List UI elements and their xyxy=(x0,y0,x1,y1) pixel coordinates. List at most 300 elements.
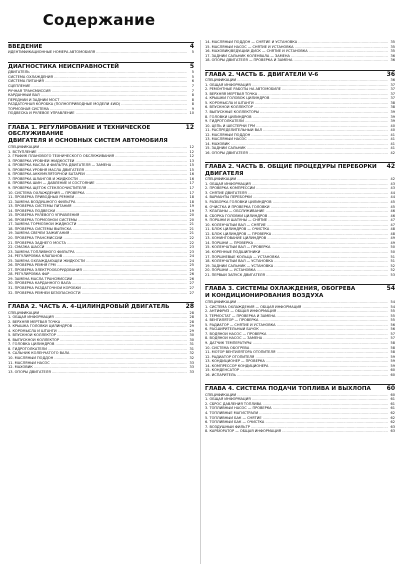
toc-entry-title: 15. ЗАДНИЙ САЛЬНИК ..... xyxy=(205,146,388,151)
chapter-heading[interactable] xyxy=(8,125,194,138)
toc-entry-title: 8. ГОЛОВКИ ЦИЛИНДРОВ ..... xyxy=(205,115,388,120)
chapter-title-line2: И КОНДИЦИОНИРОВАНИЯ ВОЗДУХА xyxy=(205,292,324,299)
toc-entry-title: 18. КОЛЕНЧАТЫЙ ВАЛ — УСТАНОВКА ..... xyxy=(205,259,388,264)
toc-entry-page: 33 xyxy=(189,365,194,370)
toc-entry-page: 21 xyxy=(189,231,194,236)
toc-entry-page: 63 xyxy=(390,424,395,429)
toc-entry-page: 27 xyxy=(189,286,194,290)
toc-entry-page: 37 xyxy=(390,82,395,87)
toc-entry-page: 42 xyxy=(390,177,395,182)
chapter-page-number: 4 xyxy=(189,43,194,50)
toc-section xyxy=(8,302,194,377)
toc-entry-page: 39 xyxy=(390,119,395,124)
toc-entry-page: 18 xyxy=(189,195,194,200)
toc-entry-page: 38 xyxy=(390,105,395,110)
chapter-title: ГЛАВА 1. РЕГУЛИРОВАНИЕ И ТЕХНИЧЕСКОЕ ОБСЛУЖИВАНИЕ xyxy=(8,124,151,138)
toc-entry-page: 33 xyxy=(189,369,194,374)
toc-entry-title: 13. ОПОРЫ ДВИГАТЕЛЯ ..... xyxy=(8,370,187,375)
chapter-title: ГЛАВА 4. СИСТЕМА ПОДАЧИ ТОПЛИВА И ВЫХЛОПА xyxy=(205,386,371,393)
section-gap xyxy=(205,155,395,158)
toc-entry-title: 13. ХОНИНГОВАНИЕ ЦИЛИНДРОВ ..... xyxy=(205,236,388,241)
toc-entry-page: 26 xyxy=(189,276,194,281)
toc-entry-page: 60 xyxy=(390,368,395,373)
toc-entry-title: 9. САЛЬНИК КОЛЕНЧАТОГО ВАЛА ..... xyxy=(8,351,187,356)
toc-entry-title: СЦЕПЛЕНИЕ ..... xyxy=(8,84,187,89)
toc-entry-title: 8. КАРБЮРАТОР — ОБЩАЯ ИНФОРМАЦИЯ ..... xyxy=(205,429,388,434)
toc-entry-title: 21. ПЕРВЫЙ ЗАПУСК ДВИГАТЕЛЯ ..... xyxy=(205,273,388,278)
toc-entry-page: 37 xyxy=(390,96,395,101)
toc-section xyxy=(205,162,395,280)
toc-entry-title: ПОДВЕСКА И РУЛЕВОЕ УПРАВЛЕНИЕ ..... xyxy=(8,111,187,116)
toc-entry-title: 14. ПОРШНИ — ПРОВЕРКА ..... xyxy=(205,241,388,246)
toc-entry-page: 29 xyxy=(189,324,194,329)
chapter-page-number: 28 xyxy=(185,303,194,311)
toc-entry-title: 15. ПРОВЕРКА РУЛЕВОГО УПРАВЛЕНИЯ ..... xyxy=(8,213,187,218)
toc-entry-title: 6. РАСШИРИТЕЛЬНЫЙ БАЧОК ..... xyxy=(205,327,388,332)
toc-entry-page: 50 xyxy=(390,250,395,254)
toc-entry-title: 27. ПРОВЕРКА ЭЛЕКТРООБОРУДОВАНИЯ ..... xyxy=(8,268,187,273)
toc-entry-title: СИСТЕМА ОХЛАЖДЕНИЯ ..... xyxy=(8,75,187,80)
toc-entry-page: 53 xyxy=(390,272,395,277)
toc-entry-page: 43 xyxy=(390,186,395,191)
toc-entry[interactable] xyxy=(8,111,194,116)
toc-entry-title: 11. ПРОВЕРКА ПРИВОДНЫХ РЕМНЕЙ ..... xyxy=(8,195,187,200)
toc-entry-page: 37 xyxy=(390,87,395,92)
toc-entry-title: 4. КОРОМЫСЛА И ШТАНГИ ..... xyxy=(8,329,187,334)
toc-entry-title: 8. ВОДЯНОЙ НАСОС — ЗАМЕНА ..... xyxy=(205,336,388,341)
chapter-page-number: 5 xyxy=(189,62,194,70)
toc-entry-page: 42 xyxy=(390,150,395,155)
toc-entry-page: 36 xyxy=(390,58,395,63)
toc-entry-page: 55 xyxy=(390,309,395,314)
toc-entry-page: 13 xyxy=(189,158,194,163)
toc-entry-title: 15. КОНДЕНСАТОР ..... xyxy=(205,368,388,373)
toc-entry-page: 49 xyxy=(390,236,395,241)
toc-entry-page: 40 xyxy=(390,123,395,128)
section-gap xyxy=(205,377,395,380)
section-gap xyxy=(8,374,194,377)
toc-entry-page: 59 xyxy=(390,354,395,359)
toc-entry-title: 21. ПРОВЕРКА ЗАДНЕГО МОСТА ..... xyxy=(8,241,187,246)
toc-entry-page: 30 xyxy=(189,333,194,338)
toc-entry-title: 4. ТОПЛИВНЫЕ МАГИСТРАЛИ ..... xyxy=(205,411,388,416)
toc-entry-title: 11. БЛОК ЦИЛИНДРОВ — ОЧИСТКА ..... xyxy=(205,227,388,232)
toc-entry-title: 1. СИСТЕМА ОХЛАЖДЕНИЯ — ОБЩАЯ ИНФОРМАЦИЯ ..... xyxy=(205,305,388,310)
toc-entry-page: 37 xyxy=(390,91,395,96)
toc-entry-title: 23. ЗАМЕНА ТОПЛИВНОГО ФИЛЬТРА ..... xyxy=(8,250,187,255)
toc-entry-page: 15 xyxy=(189,167,194,172)
toc-entry-page: 35 xyxy=(390,49,395,54)
toc-entry-page: 16 xyxy=(189,176,194,181)
toc-entry-title: 2. ГРАФИК ПЛАНОВОГО ТЕХНИЧЕСКОГО ОБСЛУЖИВАНИЯ ..... xyxy=(8,154,187,159)
section-gap xyxy=(8,55,194,58)
toc-entry-page: 44 xyxy=(390,190,395,195)
section-gap xyxy=(205,434,395,437)
toc-entry-page: 12 xyxy=(189,154,194,159)
toc-entry-title: 20. ПРОВЕРКА ТРАНСМИССИИ ..... xyxy=(8,236,187,241)
toc-entry-title: 2. РЕМОНТНЫЕ РАБОТЫ НА АВТОМОБИЛЕ ..... xyxy=(205,87,388,92)
toc-entry[interactable] xyxy=(205,273,395,278)
toc-entry-page: 32 xyxy=(189,351,194,356)
section-gap xyxy=(205,277,395,280)
toc-entry-page: 23 xyxy=(189,249,194,254)
toc-entry-title: 11. МОТОР ВЕНТИЛЯТОРА ОТОПИТЕЛЯ ..... xyxy=(205,350,388,355)
toc-entry-page: 48 xyxy=(390,227,395,232)
toc-entry-page: 45 xyxy=(390,204,395,209)
toc-entry-title: 6. ПРОВЕРКА АККУМУЛЯТОРНОЙ БАТАРЕИ ..... xyxy=(8,172,187,177)
toc-entry-page: 36 xyxy=(390,53,395,58)
toc-entry-title: 6. ТОПЛИВНЫЙ БАК — ОЧИСТКА ..... xyxy=(205,420,388,425)
toc-entry-title: 2. ВЕРХНЯЯ МЕРТВАЯ ТОЧКА ..... xyxy=(8,320,187,325)
column-divider xyxy=(200,40,201,564)
toc-entry-title: 9. ПРОВЕРКА ЩЕТОК СТЕКЛООЧИСТИТЕЛЯ ..... xyxy=(8,186,187,191)
toc-section xyxy=(205,40,395,66)
toc-entry-title: 10. КОЛЕНЧАТЫЙ ВАЛ — СНЯТИЕ ..... xyxy=(205,223,388,228)
toc-entry-title: 28. РЕГУЛИРОВКА ФАР ..... xyxy=(8,272,187,277)
toc-entry-page: 55 xyxy=(390,318,395,323)
chapter-heading[interactable] xyxy=(205,286,395,292)
toc-entry-title: 18. ОПОРЫ ДВИГАТЕЛЯ — ПРОВЕРКА И ЗАМЕНА ..... xyxy=(205,58,388,63)
toc-entry-page: 57 xyxy=(390,331,395,336)
toc-entry-page: 32 xyxy=(189,355,194,360)
toc-entry-page: 21 xyxy=(189,226,194,231)
toc-entry-title: 24. РЕГУЛИРОВКА КЛАПАНОВ ..... xyxy=(8,254,187,259)
toc-entry-page: 10 xyxy=(189,111,194,116)
toc-section xyxy=(8,62,194,119)
toc-entry-page: 47 xyxy=(390,218,395,223)
toc-entry-title: 15. МАСЛЯНЫЙ НАСОС — СНЯТИЕ И УСТАНОВКА ..... xyxy=(205,45,388,50)
toc-entry-title: 29. ЗАМЕНА МАСЛА ТРАНСМИССИИ ..... xyxy=(8,277,187,282)
toc-entry-page: 19 xyxy=(189,204,194,209)
toc-entry-title: СПЕЦИФИКАЦИИ ..... xyxy=(8,145,187,150)
toc-entry-title: 12. МАСЛЯНЫЙ ПОДДОН ..... xyxy=(205,133,388,138)
toc-entry-title: 2. СБРОС ДАВЛЕНИЯ ТОПЛИВА ..... xyxy=(205,402,388,407)
toc-entry-title: 32. ПРОВЕРКА РЕМНЕЙ БЕЗОПАСНОСТИ ..... xyxy=(8,291,187,296)
toc-entry-page: 23 xyxy=(189,245,194,250)
toc-entry-page: 58 xyxy=(390,350,395,355)
toc-entry-page: 12 xyxy=(189,149,194,154)
toc-entry-title: 20. ПОРШНИ — УСТАНОВКА ..... xyxy=(205,268,388,273)
toc-entry-page: 8 xyxy=(191,97,194,102)
toc-entry[interactable] xyxy=(205,429,395,434)
chapter-title: ВВЕДЕНИЕ xyxy=(8,44,43,50)
chapter-title: ГЛАВА 2. ЧАСТЬ В. ОБЩИЕ ПРОЦЕДУРЫ ПЕРЕБОРКИ ДВИГАТЕЛЯ xyxy=(205,164,377,177)
toc-entry-page: 17 xyxy=(189,185,194,190)
toc-entry-title: 1. ВСТУПЛЕНИЕ ..... xyxy=(8,150,187,155)
chapter-title: ДИАГНОСТИКА НЕИСПРАВНОСТЕЙ xyxy=(8,63,119,70)
toc-entry-page: 21 xyxy=(189,222,194,227)
toc-entry-title: 4. КРЫШКИ ГОЛОВОК ЦИЛИНДРОВ ..... xyxy=(205,96,388,101)
toc-entry-page: 19 xyxy=(189,208,194,213)
toc-entry-title: 7. ВЫПУСКНЫЕ КОЛЛЕКТОРЫ ..... xyxy=(205,110,388,115)
toc-entry-title: 6. ВПУСКНОЙ КОЛЛЕКТОР ..... xyxy=(205,105,388,110)
toc-entry-page: 28 xyxy=(189,310,194,315)
toc-entry-page: 62 xyxy=(390,415,395,420)
toc-entry-title: 16. ОПОРЫ ДВИГАТЕЛЯ ..... xyxy=(205,151,388,156)
toc-entry-page: 7 xyxy=(191,88,194,93)
toc-entry-title: 2. ПРОВЕРКА КОМПРЕССИИ ..... xyxy=(205,186,388,191)
toc-entry-title: 2. АНТИФРИЗ — ОБЩАЯ ИНФОРМАЦИЯ ..... xyxy=(205,309,388,314)
toc-entry-title: 15. КОЛЕНЧАТЫЙ ВАЛ — ПРОВЕРКА ..... xyxy=(205,245,388,250)
toc-entry-title: 19. ЗАДНИЙ САЛЬНИК — УСТАНОВКА ..... xyxy=(205,264,388,269)
toc-entry-page: 43 xyxy=(390,181,395,186)
toc-section xyxy=(8,42,194,58)
toc-entry-title: 7. ВОЗДУШНЫЙ ФИЛЬТР ..... xyxy=(205,425,388,430)
toc-entry-title: 12. РАДИАТОР ОТОПИТЕЛЯ ..... xyxy=(205,355,388,360)
toc-entry-page: 24 xyxy=(189,258,194,263)
toc-entry-title: СПЕЦИФИКАЦИИ ..... xyxy=(8,311,187,316)
toc-entry-page: 38 xyxy=(390,100,395,105)
toc-entry-title: РУЧНАЯ ТРАНСМИССИЯ ..... xyxy=(8,89,187,94)
toc-entry-title: 14. МАХОВИК ..... xyxy=(205,142,388,147)
toc-entry-title: 6. ОЧИСТКА И ПРОВЕРКА ГОЛОВКИ ..... xyxy=(205,205,388,210)
toc-entry-title: 1. ОБЩАЯ ИНФОРМАЦИЯ ..... xyxy=(205,83,388,88)
toc-entry[interactable] xyxy=(205,58,395,63)
toc-entry-title: 14. МАСЛЯНЫЙ ПОДДОН — СНЯТИЕ И УСТАНОВКА ..... xyxy=(205,40,388,45)
toc-entry-title: ПЕРЕДНИЙ И ЗАДНИЙ МОСТ ..... xyxy=(8,98,187,103)
section-gap xyxy=(8,295,194,298)
toc-entry-page: 63 xyxy=(390,429,395,434)
toc-entry-page: 51 xyxy=(390,259,395,264)
toc-entry-page: 31 xyxy=(189,346,194,351)
toc-entry-title: 4. ПРОВЕРКА МАСЛА И ФИЛЬТРА ДВИГАТЕЛЯ — ЗАМЕНА ..... xyxy=(8,163,187,168)
toc-entry-title: 9. ПОРШНИ И ШАТУНЫ — СНЯТИЕ ..... xyxy=(205,218,388,223)
toc-entry-page: 33 xyxy=(189,360,194,365)
toc-entry-page: 59 xyxy=(390,363,395,368)
toc-entry-title: КАРДАННЫЙ ВАЛ ..... xyxy=(8,93,187,98)
toc-entry-page: 12 xyxy=(189,145,194,150)
toc-entry-title: 4. ВЕНТИЛЯТОР — ПРОВЕРКА ..... xyxy=(205,318,388,323)
chapter-title-line2: ДВИГАТЕЛЯ И ОСНОВНЫХ СИСТЕМ АВТОМОБИЛЯ xyxy=(8,137,168,144)
toc-entry-page: 60 xyxy=(390,372,395,377)
toc-entry-page: 22 xyxy=(189,235,194,240)
toc-entry-page: 5 xyxy=(191,70,194,75)
toc-entry-title: 14. КОМПРЕССОР КОНДИЦИОНЕРА ..... xyxy=(205,364,388,369)
toc-entry-title: 5. ВПУСКНОЙ КОЛЛЕКТОР ..... xyxy=(8,333,187,338)
section-gap xyxy=(8,116,194,119)
chapter-page-number: 12 xyxy=(185,123,194,131)
toc-entry-title: 30. ПРОВЕРКА КАРДАННОГО ВАЛА ..... xyxy=(8,281,187,286)
toc-entry-page: 55 xyxy=(390,313,395,318)
toc-entry-page: 27 xyxy=(189,281,194,286)
toc-entry[interactable] xyxy=(8,50,194,55)
toc-entry-page: 51 xyxy=(390,254,395,259)
chapter-heading[interactable] xyxy=(205,164,395,177)
toc-entry-page: 45 xyxy=(390,199,395,204)
toc-entry-page: 49 xyxy=(390,240,395,245)
toc-entry[interactable] xyxy=(205,373,395,378)
toc-entry-page: 28 xyxy=(189,315,194,320)
toc-entry-page: 17 xyxy=(189,181,194,186)
chapter-title: ГЛАВА 2. ЧАСТЬ А. 4-ЦИЛИНДРОВЫЙ ДВИГАТЕЛЬ xyxy=(8,304,170,311)
toc-entry-page: 41 xyxy=(390,146,395,151)
toc-entry-title: 5. РАДИАТОР — СНЯТИЕ И УСТАНОВКА ..... xyxy=(205,323,388,328)
toc-entry-page: 15 xyxy=(189,163,194,168)
toc-entry[interactable] xyxy=(8,370,194,375)
toc-entry-title: 7. ВОДЯНОЙ НАСОС — ПРОВЕРКА ..... xyxy=(205,332,388,337)
toc-entry-title: 16. ИСПАРИТЕЛЬ ..... xyxy=(205,373,388,378)
toc-entry-title: 6. ВЫПУСКНОЙ КОЛЛЕКТОР ..... xyxy=(8,338,187,343)
toc-entry-title: СПЕЦИФИКАЦИИ ..... xyxy=(205,393,388,398)
toc-entry-page: 5 xyxy=(191,74,194,79)
toc-entry-page: 61 xyxy=(390,401,395,406)
toc-section xyxy=(205,284,395,380)
toc-entry-page: 56 xyxy=(390,327,395,332)
toc-entry-page: 44 xyxy=(390,195,395,200)
toc-entry[interactable] xyxy=(8,291,194,296)
toc-entry-page: 26 xyxy=(189,272,194,277)
toc-entry-page: 22 xyxy=(189,240,194,245)
toc-entry[interactable] xyxy=(205,151,395,156)
toc-entry-page: 6 xyxy=(191,79,194,84)
toc-entry-page: 39 xyxy=(390,114,395,119)
toc-section xyxy=(8,123,194,298)
toc-entry-title: 3. ТЕРМОСТАТ — ПРОВЕРКА И ЗАМЕНА ..... xyxy=(205,314,388,319)
toc-entry-page: 56 xyxy=(390,322,395,327)
chapter-page-number: 36 xyxy=(386,70,395,78)
toc-entry-title: 31. ПРОВЕРКА РАЗДАТОЧНОЙ КОРОБКИ ..... xyxy=(8,286,187,291)
toc-entry-page: 30 xyxy=(189,337,194,342)
section-gap xyxy=(205,63,395,66)
toc-entry-title: ИДЕНТИФИКАЦИОННЫЕ НОМЕРА АВТОМОБИЛЯ ..... xyxy=(8,50,187,55)
toc-entry-page: 46 xyxy=(390,213,395,218)
toc-entry-title: 3. ВЕРХНЯЯ МЕРТВАЯ ТОЧКА ..... xyxy=(205,92,388,97)
toc-entry-page: 59 xyxy=(390,359,395,364)
toc-entry-page: 47 xyxy=(390,222,395,227)
toc-entry-page: 27 xyxy=(189,290,194,295)
toc-entry-title: 5. ТОПЛИВНЫЙ БАК — СНЯТИЕ ..... xyxy=(205,416,388,421)
toc-entry-page: 8 xyxy=(191,102,194,107)
toc-entry-page: 8 xyxy=(191,93,194,98)
toc-entry-title: ДВИГАТЕЛЬ ..... xyxy=(8,70,187,75)
toc-entry-title: 13. ПРОВЕРКА СИСТЕМЫ ПИТАНИЯ ..... xyxy=(8,204,187,209)
chapter-title: ГЛАВА 3. СИСТЕМЫ ОХЛАЖДЕНИЯ, ОБОГРЕВА xyxy=(205,286,356,293)
toc-entry-title: 5. КОРОМЫСЛА И ШТАНГИ ..... xyxy=(205,101,388,106)
toc-entry-title: 7. ПРОВЕРКА ШЛАНГОВ И ЖИДКОСТИ ..... xyxy=(8,177,187,182)
toc-entry-title: ТОРМОЗНАЯ СИСТЕМА ..... xyxy=(8,107,187,112)
toc-entry-title: 3. ПРОВЕРКА УРОВНЕЙ ЖИДКОСТЕЙ ..... xyxy=(8,159,187,164)
toc-entry-page: 50 xyxy=(390,245,395,250)
toc-entry-title: 1. ОБЩАЯ ИНФОРМАЦИЯ ..... xyxy=(8,315,187,320)
toc-entry-title: 12. БЛОК ЦИЛИНДРОВ — ПРОВЕРКА ..... xyxy=(205,232,388,237)
toc-entry-title: 9. ГИДРОТОЛКАТЕЛИ ..... xyxy=(205,119,388,124)
toc-entry-page: 28 xyxy=(189,319,194,324)
toc-entry-page: 29 xyxy=(189,328,194,333)
toc-entry-title: 17. ПОРШНЕВЫЕ КОЛЬЦА — УСТАНОВКА ..... xyxy=(205,255,388,260)
chapter-page-number: 60 xyxy=(386,385,395,393)
toc-entry-page: 57 xyxy=(390,336,395,341)
toc-entry-title: 12. МАХОВИК ..... xyxy=(8,365,187,370)
toc-entry-page: 20 xyxy=(189,217,194,222)
chapter-title: ГЛАВА 2. ЧАСТЬ Б. ДВИГАТЕЛИ V-6 xyxy=(205,71,319,78)
toc-entry-page: 31 xyxy=(189,342,194,347)
toc-entry-page: 54 xyxy=(390,300,395,305)
toc-entry-title: 10. МАСЛЯНЫЙ ПОДДОН ..... xyxy=(8,356,187,361)
toc-entry-title: 11. МАСЛЯНЫЙ НАСОС ..... xyxy=(8,361,187,366)
toc-entry-title: 4. ВАРИАНТЫ ПЕРЕБОРКИ ..... xyxy=(205,195,388,200)
toc-entry-title: 3. СНЯТИЕ ДВИГАТЕЛЯ ..... xyxy=(205,191,388,196)
toc-left-column xyxy=(8,38,194,377)
toc-entry-title: 14. ПРОВЕРКА ПОДВЕСКИ ..... xyxy=(8,209,187,214)
toc-entry-title: СПЕЦИФИКАЦИИ ..... xyxy=(205,177,388,182)
toc-entry-title: 12. ЗАМЕНА ВОЗДУШНОГО ФИЛЬТРА ..... xyxy=(8,200,187,205)
toc-section xyxy=(205,70,395,159)
toc-entry-title: 8. ГИДРОТОЛКАТЕЛИ ..... xyxy=(8,347,187,352)
toc-entry-title: 3. ТОПЛИВНЫЙ НАСОС — ПРОВЕРКА ..... xyxy=(205,406,388,411)
toc-entry-title: 26. ПРОВЕРКА РЕМНЯ ГРМ ..... xyxy=(8,263,187,268)
toc-entry-title: 16. КОРЕННЫЕ ПОДШИПНИКИ ..... xyxy=(205,250,388,255)
toc-entry-title: 17. ЗАДНИЙ САЛЬНИК КОЛЕНВАЛА — ЗАМЕНА ..... xyxy=(205,54,388,59)
toc-entry-title: 22. СМАЗКА ШАССИ ..... xyxy=(8,245,187,250)
toc-entry-page: 52 xyxy=(390,263,395,268)
chapter-page-number: 54 xyxy=(386,285,395,293)
toc-entry-page: 5 xyxy=(191,50,194,55)
toc-entry-page: 61 xyxy=(390,397,395,402)
toc-entry-title: 10. СИСТЕМА ОБОГРЕВА ..... xyxy=(205,346,388,351)
toc-entry-page: 54 xyxy=(390,304,395,309)
toc-entry-title: 16. ПРОВЕРКА ТОРМОЗНОЙ СИСТЕМЫ ..... xyxy=(8,218,187,223)
toc-entry-title: 18. ПРОВЕРКА СИСТЕМЫ ВЫПУСКА ..... xyxy=(8,227,187,232)
toc-entry-title: 13. МАСЛЯНЫЙ НАСОС ..... xyxy=(205,137,388,142)
toc-entry-title: 7. КЛАПАНЫ — ОБСЛУЖИВАНИЕ ..... xyxy=(205,209,388,214)
toc-entry-title: 19. ЗАМЕНА СВЕЧЕЙ ЗАЖИГАНИЯ ..... xyxy=(8,231,187,236)
toc-entry-title: 17. ЗАМЕНА ТОРМОЗНОЙ ЖИДКОСТИ ..... xyxy=(8,222,187,227)
toc-entry-page: 17 xyxy=(189,190,194,195)
toc-entry-page: 35 xyxy=(390,44,395,49)
toc-entry-page: 58 xyxy=(390,345,395,350)
toc-entry-page: 36 xyxy=(390,78,395,83)
toc-entry-page: 41 xyxy=(390,132,395,137)
toc-entry-title: РАЗДАТОЧНАЯ КОРОБКА (ПОЛНОПРИВОДНЫЕ МОДЕЛИ 4WD) ..... xyxy=(8,102,187,107)
toc-entry-page: 52 xyxy=(390,268,395,273)
toc-entry-page: 48 xyxy=(390,231,395,236)
toc-entry-title: СИСТЕМА ПИТАНИЯ ..... xyxy=(8,79,187,84)
toc-section xyxy=(205,384,395,436)
toc-entry-page: 39 xyxy=(390,109,395,114)
toc-entry-title: 8. СБОРКА ГОЛОВКИ ЦИЛИНДРОВ ..... xyxy=(205,214,388,219)
toc-entry-page: 58 xyxy=(390,341,395,346)
toc-entry-page: 18 xyxy=(189,199,194,204)
toc-entry-title: 3. КРЫШКА ГОЛОВКИ ЦИЛИНДРОВ ..... xyxy=(8,324,187,329)
toc-entry-title: 10. ЦЕПЬ И ШЕСТЕРНИ ГРМ ..... xyxy=(205,124,388,129)
toc-entry-title: СПЕЦИФИКАЦИИ ..... xyxy=(205,300,388,305)
toc-entry-title: 11. РАСПРЕДЕЛИТЕЛЬНЫЙ ВАЛ ..... xyxy=(205,128,388,133)
toc-entry-page: 35 xyxy=(390,40,395,44)
toc-entry-title: 16. МАХОВИК/ВЕДУЩИЙ ДИСК — СНЯТИЕ И УСТАНОВКА ..... xyxy=(205,49,388,54)
toc-entry-page: 9 xyxy=(191,106,194,111)
toc-entry-page: 41 xyxy=(390,141,395,146)
toc-entry-page: 20 xyxy=(189,213,194,218)
chapter-page-number: 42 xyxy=(386,163,395,171)
toc-entry-title: 7. ГОЛОВКА ЦИЛИНДРОВ ..... xyxy=(8,342,187,347)
toc-entry-title: СПЕЦИФИКАЦИИ ..... xyxy=(205,78,388,83)
toc-entry-page: 25 xyxy=(189,267,194,272)
toc-entry-title: 13. КОНДИЦИОНЕР — ПРОВЕРКА ..... xyxy=(205,359,388,364)
toc-entry-title: 25. ЗАМЕНА ОХЛАЖДАЮЩЕЙ ЖИДКОСТИ ..... xyxy=(8,259,187,264)
toc-entry-title: 10. СИСТЕМА ОХЛАЖДЕНИЯ — ПРОВЕРКА ..... xyxy=(8,191,187,196)
toc-entry-page: 61 xyxy=(390,406,395,411)
toc-entry-title: 5. РАЗБОРКА ГОЛОВКИ ЦИЛИНДРОВ ..... xyxy=(205,200,388,205)
toc-entry-page: 25 xyxy=(189,263,194,268)
toc-entry-title: 5. ПРОВЕРКА УРОВНЯ МАСЛА ДВИГАТЕЛЯ ..... xyxy=(8,168,187,173)
toc-entry-page: 16 xyxy=(189,172,194,177)
toc-entry-title: 1. ОБЩАЯ ИНФОРМАЦИЯ ..... xyxy=(205,397,388,402)
toc-entry-page: 40 xyxy=(390,128,395,133)
page-title: Содержание xyxy=(42,11,156,29)
toc-entry-page: 7 xyxy=(191,84,194,88)
toc-entry-page: 60 xyxy=(390,392,395,397)
toc-entry-page: 46 xyxy=(390,209,395,214)
